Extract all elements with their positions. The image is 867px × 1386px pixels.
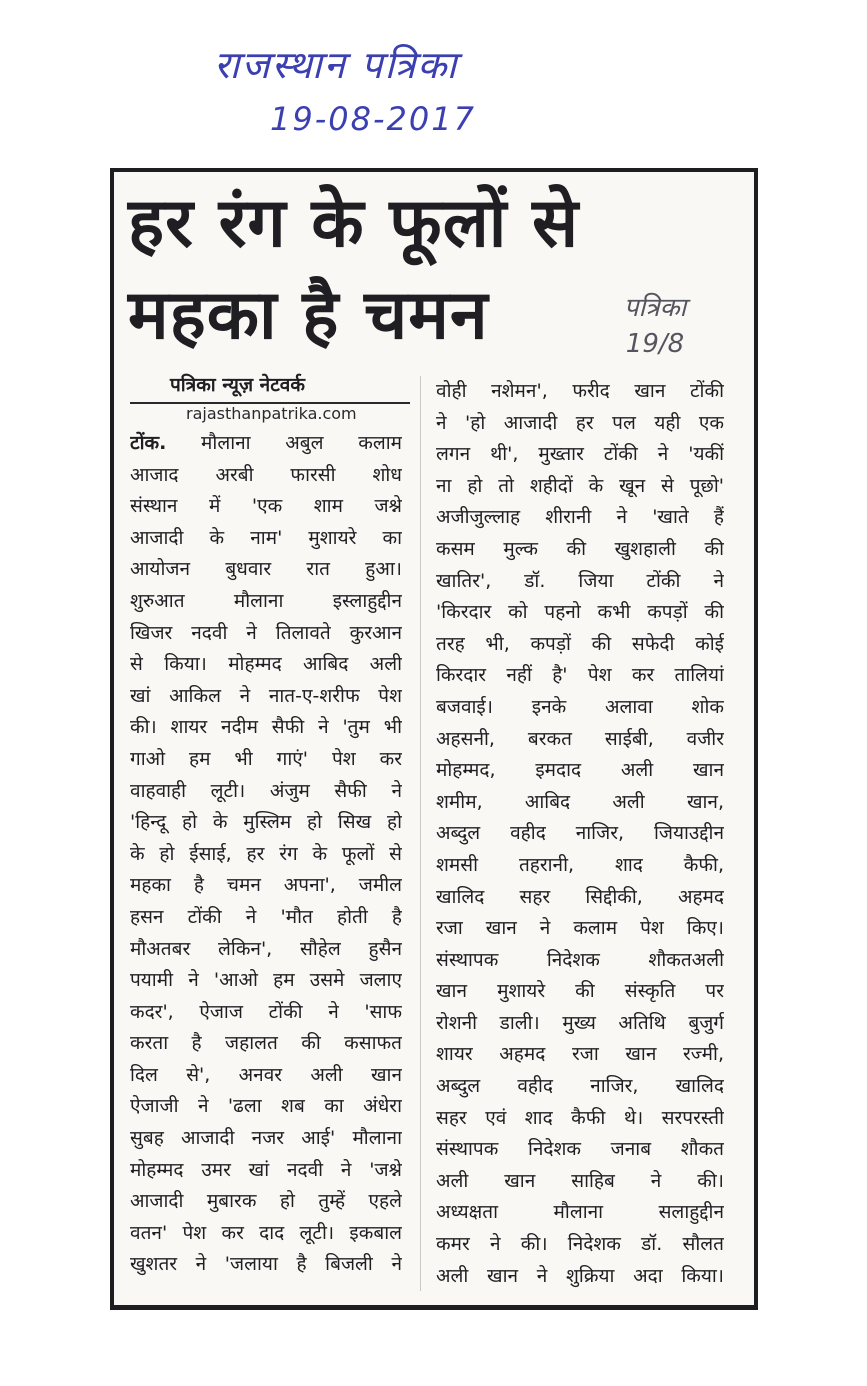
article-text-line: अली खान ने शुक्रिया अदा किया।: [436, 1264, 724, 1287]
headline-line: महका है चमन: [128, 276, 489, 355]
article-text-line: खान मुशायरे की संस्कृति पर: [436, 980, 724, 1003]
article-column-left: [130, 428, 402, 1281]
article-text-line: सहर एवं शाद कैफी थे। सरपरस्ती: [436, 1106, 724, 1129]
article-text-line: वाहवाही लूटी। अंजुम सैफी ने: [130, 779, 402, 802]
article-text-line: [130, 428, 402, 460]
article-text-line: शमसी तहरानी, शाद कैफी,: [436, 853, 724, 876]
article-text-line: के हो ईसाई, हर रंग के फूलों से: [130, 842, 402, 865]
article-text-line: अजीजुल्लाह शीरानी ने 'खाते हैं: [436, 506, 724, 529]
handwritten-paper-name: राजस्थान पत्रिका: [214, 43, 459, 87]
article-text-line: अब्दुल वहीद नाजिर, खालिद: [436, 1075, 724, 1098]
handwritten-note-line: पत्रिका: [623, 293, 687, 323]
article-text-line: पयामी ने 'आओ हम उसमे जलाए: [130, 969, 402, 992]
article-text-line: तरह भी, कपड़ों की सफेदी कोई: [436, 632, 724, 655]
article-text-line: अब्दुल वहीद नाजिर, जियाउद्दीन: [436, 822, 724, 845]
article-text-line: बजवाई। इनके अलावा शोक: [436, 695, 724, 718]
article-text-line: रजा खान ने कलाम पेश किए।: [436, 917, 724, 940]
article-text-line: महका है चमन अपना', जमील: [130, 874, 402, 897]
article-text-line: से किया। मोहम्मद आबिद अली: [130, 653, 402, 676]
article-text-line: रोशनी डाली। मुख्य अतिथि बुजुर्ग: [436, 1011, 724, 1034]
article-text-line: 'किरदार को पहनो कभी कपड़ों की: [436, 601, 724, 624]
article-text-line: शमीम, आबिद अली खान,: [436, 790, 724, 813]
article-text-line: मोहम्मद, इमदाद अली खान: [436, 759, 724, 782]
headline-line: हर रंग के फूलों से: [128, 184, 580, 263]
article-text-line: गाओ हम भी गाएं' पेश कर: [130, 747, 402, 770]
article-text-line: आजादी के नाम' मुशायरे का: [130, 526, 402, 549]
article-text-line: की। शायर नदीम सैफी ने 'तुम भी: [130, 716, 402, 739]
article-text-line: मोहम्मद उमर खां नदवी ने 'जश्ने: [130, 1158, 402, 1181]
article-text-line: किरदार नहीं है' पेश कर तालियां: [436, 664, 724, 687]
article-text-line: खुशतर ने 'जलाया है बिजली ने: [130, 1253, 402, 1276]
article-text-line: ऐजाजी ने 'ढला शब का अंधेरा: [130, 1095, 402, 1118]
column-divider: [420, 376, 421, 1291]
article-text-line: खालिद सहर सिद्दीकी, अहमद: [436, 885, 724, 908]
dateline: टोंक.: [130, 432, 167, 454]
article-text-line: अली खान साहिब ने की।: [436, 1169, 724, 1192]
article-text-line: मौअतबर लेकिन', सौहेल हुसैन: [130, 937, 402, 960]
article-text-line: आयोजन बुधवार रात हुआ।: [130, 558, 402, 581]
article-text-line: संस्थान में 'एक शाम जश्ने: [130, 495, 402, 518]
article-text-line: हसन टोंकी ने 'मौत होती है: [130, 905, 402, 928]
article-text-line: संस्थापक निदेशक जनाब शौकत: [436, 1138, 724, 1161]
article-text-line: ने 'हो आजादी हर पल यही एक: [436, 411, 724, 434]
article-text-line: 'हिन्दू हो के मुस्लिम हो सिख हो: [130, 811, 402, 834]
handwritten-note: [600, 290, 710, 362]
article-text-line: शुरुआत मौलाना इस्लाहुद्दीन: [130, 589, 402, 612]
article-text-line: कमर ने की। निदेशक डॉ. सौलत: [436, 1233, 724, 1256]
article-text: मौलाना अबुल कलाम: [201, 432, 402, 454]
article-text-line: खातिर', डॉ. जिया टोंकी ने: [436, 569, 724, 592]
article-text-line: कसम मुल्क की खुशहाली की: [436, 537, 724, 560]
article-text-line: आजाद अरबी फारसी शोध: [130, 463, 402, 486]
handwritten-date: 19-08-2017: [270, 100, 476, 138]
article-text-line: खां आकिल ने नात-ए-शरीफ पेश: [130, 684, 402, 707]
article-text-line: कदर', ऐजाज टोंकी ने 'साफ: [130, 1000, 402, 1023]
article-text-line: दिल से', अनवर अली खान: [130, 1063, 402, 1086]
article-text-line: करता है जहालत की कसाफत: [130, 1032, 402, 1055]
byline: पत्रिका न्यूज़ नेटवर्क: [170, 374, 305, 396]
article-text-line: वोही नशेमन', फरीद खान टोंकी: [436, 380, 724, 402]
article-text-line: लगन थी', मुख्तार टोंकी ने 'यकीं: [436, 443, 724, 466]
article-text-line: अहसनी, बरकत साईबी, वजीर: [436, 727, 724, 750]
website: rajasthanpatrika.com: [186, 404, 357, 423]
article-column-right: [436, 376, 724, 1292]
article-text-line: ना हो तो शहीदों के खून से पूछो': [436, 474, 724, 497]
article-text-line: शायर अहमद रजा खान रज्मी,: [436, 1043, 724, 1066]
article-text-line: खिजर नदवी ने तिलावते कुरआन: [130, 621, 402, 644]
article-text-line: अध्यक्षता मौलाना सलाहुद्दीन: [436, 1201, 724, 1224]
article-text-line: संस्थापक निदेशक शौकतअली: [436, 948, 724, 971]
article-text-line: वतन' पेश कर दाद लूटी। इकबाल: [130, 1221, 402, 1244]
handwritten-note-line: 19/8: [625, 329, 685, 359]
article-text-line: सुबह आजादी नजर आई' मौलाना: [130, 1127, 402, 1150]
article-text-line: आजादी मुबारक हो तुम्हें एहले: [130, 1190, 402, 1213]
